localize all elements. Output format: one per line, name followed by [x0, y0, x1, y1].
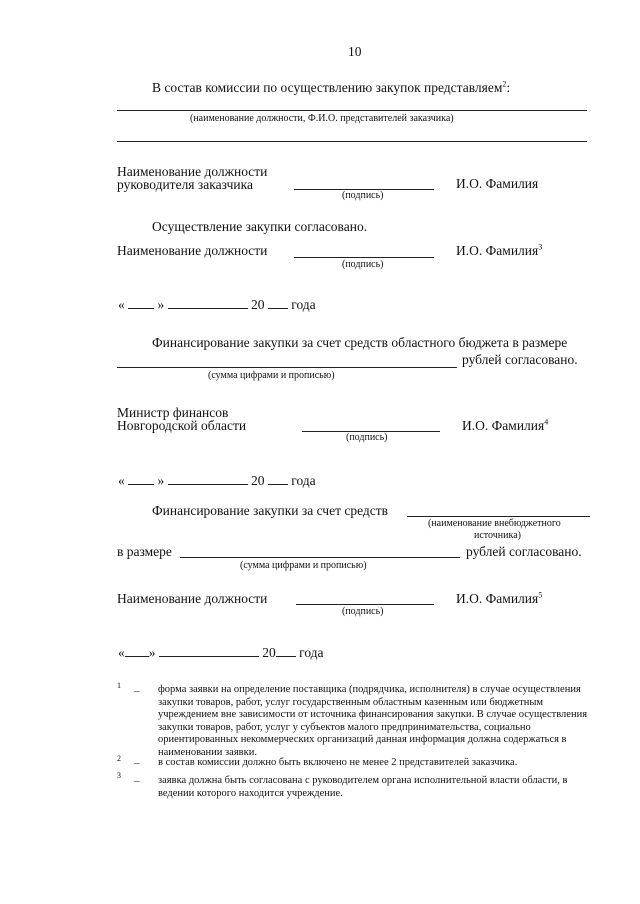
- minister-line-1: Министр финансов: [117, 405, 229, 420]
- footnote-1-text: форма заявки на определение поставщика (подрядчика, исполнителя) в случае осуществления закупки товаров, работ, услуг государственным областным казенным или бюджетным учреждением вне зависимости от источника финансирования закупки. В случае осуществления закупки товаров, работ, услуг у субъектов малого предпринимательства, социально ориентированных некоммерческих организаций данная информация должна содержаться в наименовании заявки.: [158, 684, 588, 758]
- footnote-3-text: заявка должна быть согласована с руководителем органа исполнительной власти области, в ведении которого находится учреждение.: [158, 775, 568, 799]
- date-year-field[interactable]: [268, 297, 288, 309]
- extrabudget-amount-label: в размере: [117, 544, 172, 559]
- commission-caption: (наименование должности, Ф.И.О. представителей заказчика): [190, 113, 454, 124]
- footnote-2-mark: 2: [117, 754, 121, 763]
- commission-blank-line-2[interactable]: [117, 141, 587, 142]
- date-line-1: « » 20 года: [118, 297, 316, 312]
- footnote-ref-4: 4: [544, 417, 549, 427]
- page-number: 10: [348, 44, 362, 59]
- official-signature-line[interactable]: [296, 604, 434, 605]
- footnote-1-mark: 1: [117, 681, 121, 690]
- extrabudget-source-caption-2: источника): [474, 530, 521, 541]
- date-line-3: « » 20 года: [118, 645, 324, 660]
- official-name: И.О. Фамилия$^5$: [456, 590, 543, 606]
- regional-budget-amount-line[interactable]: [117, 367, 457, 368]
- footnote-2-text: в состав комиссии должно быть включено не менее 2 представителей заказчика.: [158, 757, 518, 768]
- footnote-2-dash: –: [134, 757, 140, 769]
- regional-budget-tail: рублей согласовано.: [462, 352, 578, 367]
- extrabudget-tail: рублей согласовано.: [466, 544, 582, 559]
- date-month-field[interactable]: [168, 473, 248, 485]
- footnote-ref-2: 2: [502, 79, 507, 89]
- head-position-line-2: руководителя заказчика: [117, 177, 253, 192]
- extrabudget-source-line[interactable]: [407, 516, 590, 517]
- date-year-field[interactable]: [268, 473, 288, 485]
- minister-name: И.О. Фамилия$^4$: [462, 417, 549, 433]
- official-position: Наименование должности: [117, 591, 268, 606]
- footnote-ref-3: 3: [538, 242, 543, 252]
- minister-signature-caption: (подпись): [346, 432, 388, 443]
- date-month-field[interactable]: [159, 645, 259, 657]
- commission-text: В состав комиссии по осуществлению закупок представляем$^2$:: [152, 79, 511, 95]
- date-month-field[interactable]: [168, 297, 248, 309]
- date-line-2: « » 20 года: [118, 473, 316, 488]
- approval-signature-line[interactable]: [294, 257, 434, 258]
- approval-text: Осуществление закупки согласовано.: [152, 219, 368, 234]
- commission-blank-line-1[interactable]: [117, 110, 587, 111]
- head-name: И.О. Фамилия: [456, 176, 539, 191]
- head-signature-caption: (подпись): [342, 190, 384, 201]
- footnote-1-dash: –: [134, 685, 140, 697]
- date-day-field[interactable]: [128, 297, 154, 309]
- extrabudget-source-caption-1: (наименование внебюджетного: [428, 518, 561, 529]
- date-day-field[interactable]: [125, 645, 149, 657]
- footnote-ref-5: 5: [538, 590, 543, 600]
- extrabudget-amount-caption: (сумма цифрами и прописью): [240, 560, 367, 571]
- approval-position: Наименование должности: [117, 243, 268, 258]
- footnote-3-dash: –: [134, 775, 140, 787]
- official-signature-caption: (подпись): [342, 606, 384, 617]
- date-day-field[interactable]: [128, 473, 154, 485]
- minister-line-2: Новгородской области: [117, 418, 247, 433]
- regional-budget-text: Финансирование закупки за счет средств областного бюджета в размере: [152, 335, 568, 350]
- date-year-field[interactable]: [276, 645, 296, 657]
- regional-budget-caption: (сумма цифрами и прописью): [208, 370, 335, 381]
- footnote-3-mark: 3: [117, 771, 121, 780]
- head-position-line-1: Наименование должности: [117, 164, 268, 179]
- extrabudget-amount-line[interactable]: [180, 557, 460, 558]
- extrabudget-text: Финансирование закупки за счет средств: [152, 503, 389, 518]
- approval-signature-caption: (подпись): [342, 259, 384, 270]
- approval-name: И.О. Фамилия$^3$: [456, 242, 543, 258]
